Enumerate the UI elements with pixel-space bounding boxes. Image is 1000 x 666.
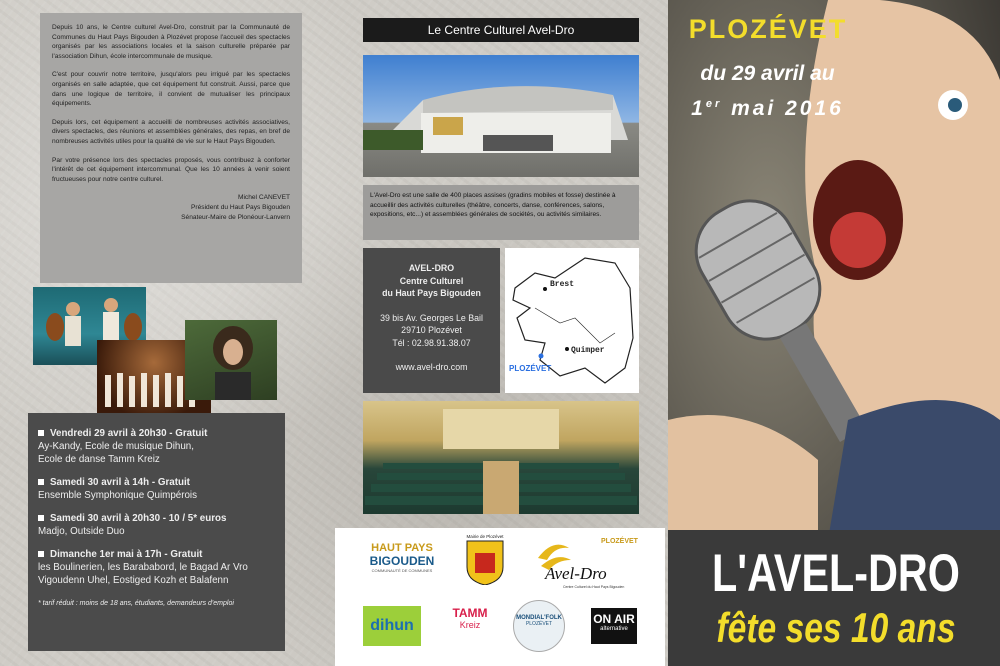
- logo-text: COMMUNAUTÉ DE COMMUNES: [371, 568, 433, 573]
- intro-paragraph: Depuis lors, cet équipement a accueilli de nombreuses activités associatives, divers spectacles, des réunions et assemblées générales, des repas, en bref de nombreuses activités utiles pour la qualité de vie sur le Haut Pays Bigouden.: [52, 118, 290, 145]
- address-line: Centre Culturel: [399, 275, 464, 286]
- cover-dates-line1: du 29 avril au: [700, 62, 835, 85]
- logo-text: Kreiz: [459, 620, 481, 630]
- hall-illustration: [363, 401, 639, 514]
- brittany-map: [505, 248, 639, 393]
- program-note: * tarif réduit : moins de 18 ans, étudiants, demandeurs d'emploi: [38, 600, 234, 607]
- building-photo: [363, 55, 639, 177]
- program-panel: [28, 413, 285, 651]
- logo-text: Avel-Dro: [545, 564, 607, 583]
- date-day: 1: [691, 97, 706, 120]
- building-illustration: [363, 55, 639, 177]
- intro-panel: [40, 13, 302, 283]
- haut-pays-bigouden-logo: [367, 542, 437, 573]
- center-description: L'Avel-Dro est une salle de 400 places assises (gradins mobiles et fosse) destinée à accueillir des activités culturelles (théâtre, concerts, danse, conférences, salons, expositions, etc...) et assemblées générales de sociétés, ou activités similaires.: [363, 185, 639, 240]
- date-ordinal: er: [705, 98, 723, 110]
- coat-of-arms-icon: [465, 539, 505, 585]
- singer-photo: [185, 320, 277, 400]
- signature-name: Michel CANEVET: [237, 194, 290, 202]
- cover-town: PLOZÉVET: [688, 14, 848, 44]
- map-label-quimper: Quimper: [571, 346, 605, 355]
- logo-text: alternative: [600, 626, 628, 632]
- logo-text: MONDIAL'FOLK: [516, 615, 562, 621]
- address-city: 29710 Plozévet: [401, 325, 462, 335]
- event-line: Madjo, Outside Duo: [38, 526, 125, 537]
- event-line: Ensemble Symphonique Quimpérois: [38, 490, 198, 501]
- address-panel: [363, 248, 500, 393]
- event-heading: Vendredi 29 avril à 20h30 - Gratuit: [38, 427, 275, 440]
- intro-paragraph: Par votre présence lors des spectacles proposés, vous contribuez à conforter l'intérêt de cet équipement intercommunal. Que les 10 années à venir soient fructueuses pour notre centre culturel.: [52, 156, 290, 183]
- program-event: [38, 427, 275, 466]
- logo-text: PLOZÉVET: [601, 538, 638, 545]
- date-rest: mai 2016: [722, 97, 844, 120]
- logo-text: BIGOUDEN: [369, 554, 435, 568]
- event-heading: Samedi 30 avril à 20h30 - 10 / 5* euros: [38, 512, 275, 525]
- sponsor-logos: [335, 528, 665, 666]
- on-air-logo: [591, 608, 637, 644]
- program-event: [38, 476, 275, 502]
- logo-text: ON AIR: [593, 612, 635, 626]
- tamm-kreiz-logo: [445, 606, 495, 630]
- map-label-brest: Brest: [550, 280, 575, 289]
- logo-text: Mairie de Plozévet: [466, 534, 504, 539]
- cover-dates-line2: [675, 97, 860, 121]
- event-line: Ecole de danse Tamm Kreiz: [38, 454, 160, 465]
- address-name: AVEL-DRO: [408, 263, 455, 273]
- address-street: 39 bis Av. Georges Le Bail: [380, 312, 483, 323]
- address-website[interactable]: www.avel-dro.com: [395, 362, 468, 372]
- signature-role: Président du Haut Pays Bigouden: [191, 203, 290, 211]
- map-outline: [505, 248, 639, 393]
- event-line: Vigoudenn Uhel, Eostiged Kozh et Balafenn: [38, 575, 229, 586]
- singer-illustration: [185, 320, 277, 400]
- mairie-plozevet-logo: [463, 534, 507, 590]
- event-line: les Boulinerien, les Barababord, le Bagad Ar Vro: [38, 562, 248, 573]
- address-phone: Tél : 02.98.91.38.07: [392, 337, 471, 348]
- logo-text: PLOZÉVET: [525, 621, 553, 627]
- logo-text: TAMM: [452, 606, 488, 620]
- logo-text: dihun: [370, 617, 414, 634]
- center-header: Le Centre Culturel Avel-Dro: [363, 18, 639, 42]
- program-event: [38, 512, 275, 538]
- logo-text: Centre Culturel du Haut Pays Bigouden: [563, 585, 625, 589]
- address-line: du Haut Pays Bigouden: [382, 288, 481, 298]
- mondial-folk-logo: [513, 600, 565, 652]
- cover-subtitle: fête ses 10 ans: [716, 604, 956, 651]
- program-event: [38, 548, 275, 587]
- cover-title: L'AVEL-DRO: [712, 544, 960, 603]
- logo-text: HAUT PAYS: [371, 542, 433, 554]
- signature-role: Sénateur-Maire de Plonéour-Lanvern: [181, 213, 290, 221]
- event-heading: Samedi 30 avril à 14h - Gratuit: [38, 476, 275, 489]
- signature: [52, 193, 290, 222]
- event-heading: Dimanche 1er mai à 17h - Gratuit: [38, 548, 275, 561]
- dihun-logo: [363, 606, 421, 646]
- intro-paragraph: Depuis 10 ans, le Centre culturel Avel-Dro, construit par la Communauté de Communes du Haut Pays Bigouden à Plozévet propose l'accueil des spectacles organisés par les associations locales et la saison culturelle préparée par l'association Dihun, école intercommunale de musique.: [52, 24, 290, 60]
- hall-photo: [363, 401, 639, 514]
- map-label-plozevet: PLOZÉVET: [509, 364, 552, 373]
- event-line: Ay-Kandy, Ecole de musique Dihun,: [38, 441, 194, 452]
- intro-paragraph: C'est pour couvrir notre territoire, jusqu'alors peu irrigué par les spectacles organisés en salle adaptée, que cet équipement fut construit. Aussi, parce que dans une logique de territoire, il convient de mutualiser les principaux équipements.: [52, 71, 290, 108]
